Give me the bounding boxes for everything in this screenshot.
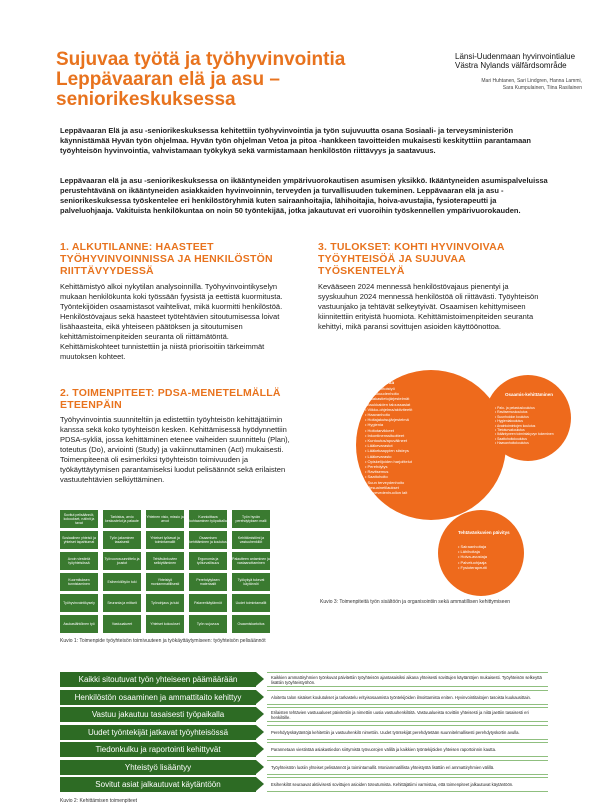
- circle-list-item: • Lähihoitaja: [458, 549, 518, 554]
- measure-row: [60, 742, 548, 757]
- section-3-heading: 3. TULOKSET: KOHTI HYVINVOIVAA TYÖYHTEISÖÄ JA SUJUVAA TYÖSKENTELYÄ: [318, 241, 505, 277]
- rule-card: Sosiaalinen yhteisö ja yhteiset tapahtumat: [60, 531, 98, 549]
- circle-list-item: • Suunhoidon koulutus: [495, 415, 563, 419]
- rule-card: Yhteiset kokoukset: [146, 615, 184, 633]
- rules-grid: [60, 510, 270, 633]
- circle-list-item: • Asukkaiden taloussasiat: [365, 402, 445, 407]
- rule-card: Palaverikäytännöt: [189, 594, 227, 612]
- rule-card: Ergonomia ja työturvallisuus: [189, 552, 227, 570]
- measure-row: [60, 672, 548, 687]
- circle-main-list: [365, 386, 445, 495]
- circle-list-item: • Vapaaehtoistyö: [365, 386, 445, 391]
- circle-list-item: • Avaintoimintojen koulutus: [495, 424, 563, 428]
- circle-list-item: • Ikääntyneen toimintakyvyn tukeminen: [495, 432, 563, 436]
- intro-paragraph-2: Leppävaaran elä ja asu -seniorikeskuksessa on ikääntyneiden ympärivuorokautisen asumisen yksikkö. Ikääntyneiden asumispalveluissa perustehtävänä on ikääntyneiden asiakkaiden hyvinvoinnin, terveyden ja turvallisuuden tukeminen. Leppävaaran elä ja asu -seniorikeskuksessa työskentelee eri henkilöstöryhmiä kuten sairaanhoitajia, lähihoitajia, hoiva-avustajia, fysioterapeutti ja palveluohjaaja. Vakituista henkilökuntaa on noin 50 työntekijää, jotka jakautuvat eri vuoroihin työskennellen ympärivuorokauden.: [60, 176, 548, 215]
- title-line-3: seniorikeskuksessa: [56, 89, 236, 110]
- arrow-tip-icon: [256, 777, 264, 791]
- circle-roles-list: [458, 544, 518, 570]
- circle-list-item: • Haavanhoitokoulutus: [495, 441, 563, 445]
- circle-list-item: • Saattohoitokoulutus: [495, 437, 563, 441]
- measure-row: [60, 690, 548, 705]
- circle-list-item: • Perehdytys: [365, 464, 445, 469]
- measure-label: Uudet työntekijät jatkavat työyhteisössä: [60, 725, 256, 740]
- org-name-sv: Västra Nylands välfärdsområde: [455, 61, 567, 70]
- measure-description: Erilaisten tehtävien vastuualueet päivitettiin ja nimettiin uusia vastuuhenkilöitä. Vastuualueista sovittiin yhteisesti ja niitä jaettiin tasaisesti eri henkilöille.: [267, 707, 548, 722]
- rule-card: Työn sujuvuus: [189, 615, 227, 633]
- rule-card: Yhteistyö moniammatillisesti: [146, 573, 184, 591]
- measure-row: [60, 707, 548, 722]
- measure-description: Esihenkilöt seuraavat aktiivisesti sovittujen asioiden toteutumista. Kehittäjätiimi varmistaa, että toimenpiteet jalkautuvat käytäntöön.: [267, 777, 548, 792]
- circle-list-item: • Kuntoutus/apuvälineet: [365, 438, 445, 443]
- circle-list-item: • Ravitsemuskoulutus: [495, 410, 563, 414]
- section-3-text: Kevääseen 2024 mennessä henkilöstövajaus pienentyi ja syyskuuhun 2024 mennessä henkilöstöä oli riittävästi. Työyhteisön vastuunjako ja tehtävät selkeytyivät. Osaamisen kehittymiseen kiinnitettiin erityistä huomiota. Kehittämistoimenpiteiden seuranta kehittyi, mikä paransi sovittujen asioiden käyttöönottoa.: [318, 282, 539, 331]
- arrow-tip-icon: [256, 760, 264, 774]
- rule-card: Uudet toimintamallit: [232, 594, 270, 612]
- circle-roles-title: Tehtävänkuvien päivitys: [458, 530, 510, 535]
- circle-list-item: • Suun terveydenhoito: [365, 480, 445, 485]
- rule-card: Vastuualueet: [103, 615, 141, 633]
- measure-description: Perehdytyskäytäntöjä kehitettiin ja vastuuhenkilö nimettiin. Uudet työntekijät perehdytetään suunnitelmallisesti perehdytyskortin avulla.: [267, 725, 548, 740]
- arrow-tip-icon: [256, 707, 264, 721]
- section-2-heading: 2. TOIMENPITEET: PDSA-MENETELMÄLLÄ ETEENPÄIN: [60, 387, 281, 411]
- circle-list-item: • Palveluohjaaja: [458, 560, 518, 565]
- measure-label: Henkilöstön osaaminen ja ammattitaito kehittyy: [60, 690, 256, 705]
- rule-card: Työvuorosuunnittelu ja joustot: [103, 552, 141, 570]
- rule-card: Kuormituksen tunnistaminen: [60, 573, 98, 591]
- measure-label: Kaikki sitoutuvat työn yhteiseen päämäärään: [60, 672, 256, 687]
- rule-card: Seuranta ja mittarit: [103, 594, 141, 612]
- rule-card: Työn jakaminen tasaisesti: [103, 531, 141, 549]
- measure-description: Parannetaan viestintää asiakastiedon siirtymistä työvuorojen välillä ja kaikkien työntekijöiden yhteisen raportoinnin kautta.: [267, 742, 548, 757]
- authors-line-1: Mari Huhtanen, Sari Lindgren, Hanna Lammi,: [481, 78, 582, 84]
- org-name-fi: Länsi-Uudenmaan hyvinvointialue: [455, 52, 576, 61]
- rule-card: Sovitut pelisäännöt, kokoukset, rutiinit ja tavat: [60, 510, 98, 528]
- title-line-1: Sujuvaa työtä ja työhyvinvointia: [56, 49, 346, 70]
- figure-2-caption: Kuvio 2: Kehittämisen toimenpiteet: [60, 798, 137, 804]
- circle-list-item: • Pesuainetilaukset: [365, 485, 445, 490]
- arrow-tip-icon: [256, 690, 264, 704]
- circle-list-item: • Tervevedenhuollon lait: [365, 490, 445, 495]
- intro-paragraph-1: Leppävaaran Elä ja asu -seniorikeskuksessa kehitettiin työhyvinvointia ja työn sujuvuutta osana Sosiaali- ja terveysministeriön käynnistämää Hyvän työn ohjelmaa. Hyvän työn ohjelman Vetoa ja pitoa -hankkeen tavoitteiden mukaisesti keskityttiin parantamaan työyhteisön hyvinvointia, vahvistamaan työkykyä sekä varmistamaan henkilöstön riittävyys ja saatavuus.: [60, 126, 531, 155]
- rule-card: Kehittämistiimi ja vastuuhenkilöt: [232, 531, 270, 549]
- circle-list-item: • Asiakkuudenhoito: [365, 391, 445, 396]
- circle-list-item: • Asiakastietojärjestelmät: [365, 396, 445, 401]
- circle-list-item: • Palo- ja pelastuskoulutus: [495, 406, 563, 410]
- circle-list-item: • Lääkevarastot: [365, 443, 445, 448]
- section-2-text: Työhyvinvointia suunniteltiin ja edistettiin työyhteisön kehittäjätiimin kanssa sekä koko työyhteisön kesken. Kehittämisessä hyödynnettiin PDSA-sykliä, jossa kehittäminen etenee vaiheiden suunnittelu (Plan), toteutus (Do), arviointi (Study) ja vakiinnuttaminen (Act) mukaisesti. Toimenpiteenä oli esimerkiksi työyhteisön toimivuuden ja työkäyttäytymisen parantamiseksi luodut pelisäännöt sekä erilaisten vastuutehtävien selkiyttäminen.: [60, 415, 290, 484]
- measure-description: Kaikkien ammattiryhmien työnkuvat päivitettiin työyhteisön ajantasaisiksi aikana yhteisesti sovittujen käytäntöjen mukaisesti. Työyhteisön selkeyttä lisättiin työyhteistyöhön.: [267, 672, 548, 687]
- circle-training-list: [495, 406, 563, 446]
- circle-training-title: Osaamis-kehittäminen: [505, 392, 554, 397]
- arrow-tip-icon: [256, 742, 264, 756]
- rule-card: Yhteinen visio, missio ja arvot: [146, 510, 184, 528]
- section-1-text: Kehittämistyö alkoi nykytilan analysoinnilla. Työhyvinvointikyselyn mukaan henkilökunta koki työssään fyysistä ja eettistä kuormitusta. Työntekijöiden osaamistasot vaihtelivat, mikä kuormitti henkilöstöä. Henkilöstövajaus sekä haasteet työtehtävien sitoutumisessa loivat lisähaasteita, eikä yhteiseen päätöksen ja sitoutumisen kehittämistoimenpiteiden seuranta oli riittämätöntä. Kehittämiskohteet tunnistettiin ja niistä priorisoitiin tärkeimmät muutoksen kohteet.: [60, 282, 283, 361]
- rule-card: Yhteiset työtavat ja toimintamallit: [146, 531, 184, 549]
- measure-label: Vastuu jakautuu tasaisesti työpaikalla: [60, 707, 256, 722]
- measure-label: Yhteistyö lisääntyy: [60, 760, 256, 775]
- rule-card: Osaamiskartoitus: [232, 615, 270, 633]
- authors-line-2: Sara Kumpulainen, Tiina Rasilainen: [502, 85, 582, 91]
- measure-description: Aloitettu talon sisäiset koulutukset ja tarkastelu erityisosaamista työntekijöiden ilmoittamista eniten. Hyvinvointitaitojen tasoista kuukausittain.: [267, 690, 548, 705]
- title-line-2: Leppävaaran elä ja asu –: [56, 69, 280, 90]
- measure-label: Tiedonkulku ja raportointi kehittyvät: [60, 742, 256, 757]
- measure-row: [60, 725, 548, 740]
- circle-list-item: • Opiskelijoiden harjoittelut: [365, 459, 445, 464]
- circle-list-item: • Hygieniakoulutus: [495, 419, 563, 423]
- circle-list-item: • Ravitsemus: [365, 469, 445, 474]
- rule-card: Palautteen antaminen ja vastaanottaminen: [232, 552, 270, 570]
- circle-list-item: • Hoiva-avustaja: [458, 554, 518, 559]
- section-1-heading: 1. ALKUTILANNE: HAASTEET TYÖHYVINVOINNISSA JA HENKILÖSTÖN RIITTÄVYYDESSÄ: [60, 241, 273, 277]
- rule-card: Tehtävänkuvien selkiyttäminen: [146, 552, 184, 570]
- rule-card: Esihenkilötyön tuki: [103, 573, 141, 591]
- rule-card: Työnohjaus ja tuki: [146, 594, 184, 612]
- circle-list-item: • Hoitajakutsujärjestelmä: [365, 417, 445, 422]
- circle-list-item: • Fysioterapeutti: [458, 565, 518, 570]
- rule-card: Työhyvinvointikysely: [60, 594, 98, 612]
- measure-description: Työyhteisöön luotiin yhteiset pelisäännöt ja toimintamallit. Moniammatillista yhteistyötä lisättiin eri ammattiryhmien välillä.: [267, 760, 548, 775]
- circle-list-item: • Lääkevarasto: [365, 454, 445, 459]
- rule-card: Avoin viestintä työyhteisössä: [60, 552, 98, 570]
- circle-main-title: Vastuualueita: [365, 380, 395, 385]
- rule-card: Työn hyvän perehdytyksen malli: [232, 510, 270, 528]
- circle-list-item: • Haavanhoito: [365, 412, 445, 417]
- rule-card: Asukaslähtöinen työ: [60, 615, 98, 633]
- poster-title: [56, 50, 436, 110]
- rule-card: Työkykyä tukevat käytännöt: [232, 573, 270, 591]
- rule-card: Perehdytyksen materiaalit: [189, 573, 227, 591]
- rule-card: Kunnioittava kohtaaminen työpaikalla: [189, 510, 227, 528]
- circle-diagram: [350, 350, 580, 600]
- figure-3-caption: Kuvio 3: Toimenpiteitä työn sisältöön ja organisointiin sekä ammatillisen kehittymiseen: [320, 599, 511, 605]
- figure-1-caption: Kuvio 1: Toimenpide työyhteisön toimivuuteen ja työkäyttäytymiseen: työyhteisön pelisäännöt: [60, 638, 266, 644]
- circle-list-item: • Sairaanhoitaja: [458, 544, 518, 549]
- authors: [440, 78, 582, 92]
- circle-list-item: • Hoitotarvikkeet: [365, 428, 445, 433]
- circle-list-item: • Hygienia: [365, 422, 445, 427]
- circle-list-item: • Inkontinenssituotteet: [365, 433, 445, 438]
- arrow-tip-icon: [256, 725, 264, 739]
- circle-list-item: • Lääkekaappien siisteys: [365, 448, 445, 453]
- circle-list-item: • Viikko-ohjelma/aktiviteetit: [365, 407, 445, 412]
- measure-label: Sovitut asiat jalkautuvat käytäntöön: [60, 777, 256, 792]
- circle-list-item: • Tietoturvakoulutus: [495, 428, 563, 432]
- arrow-tip-icon: [256, 672, 264, 686]
- measure-row: [60, 760, 548, 775]
- rule-card: Osaamisen kehittäminen ja koulutus: [189, 531, 227, 549]
- organization-logo-text: [455, 52, 590, 70]
- rule-card: Tarkistus, arvio keskustelut ja palaute: [103, 510, 141, 528]
- measure-row: [60, 777, 548, 792]
- circle-list-item: • Saattohoito: [365, 474, 445, 479]
